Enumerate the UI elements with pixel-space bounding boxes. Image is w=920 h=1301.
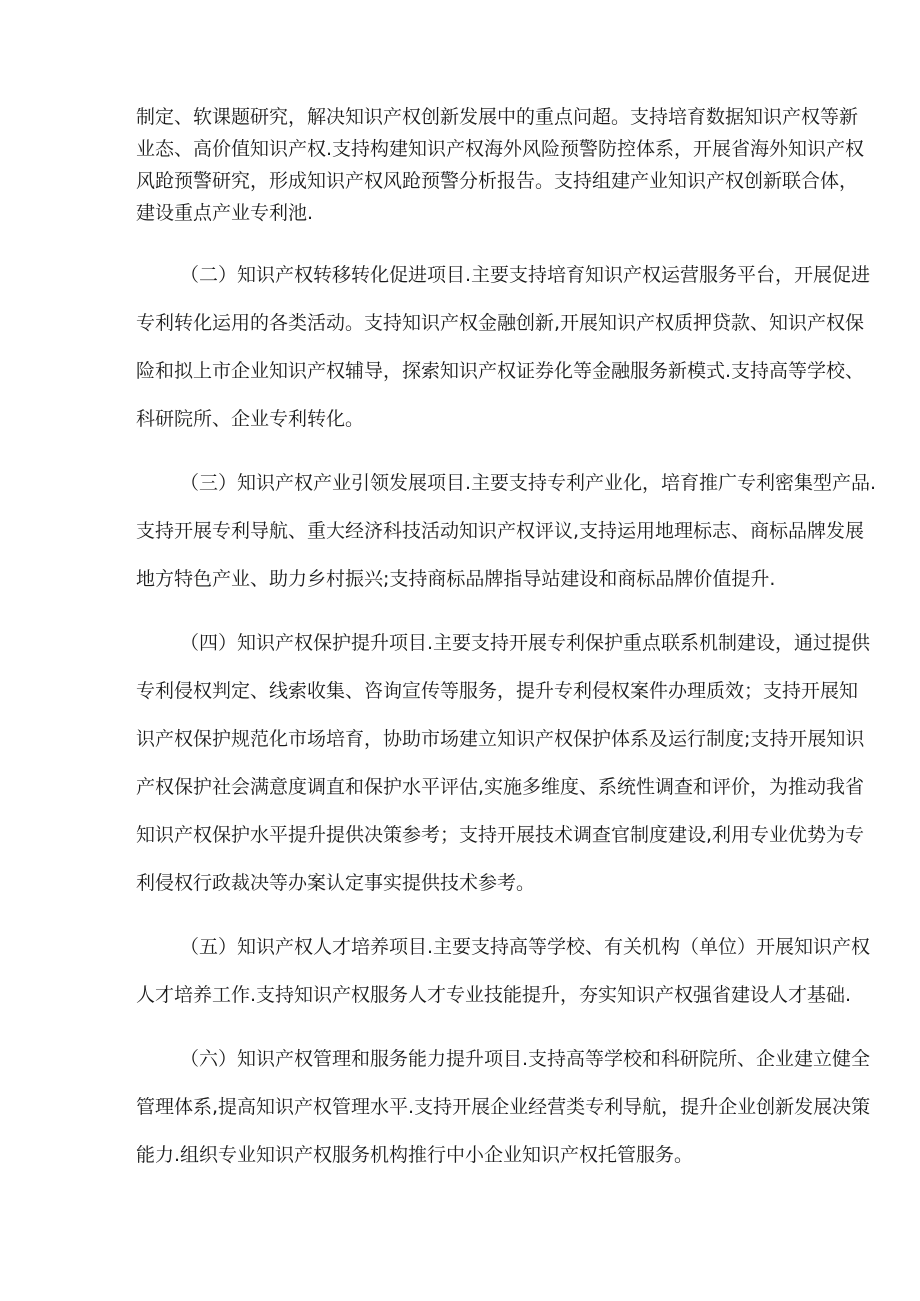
text-line: 专利转化运用的各类活动。支持知识产权金融创新,开展知识产权质押贷款、知识产权保 (136, 312, 865, 334)
text-line: 业态、高价值知识产权.支持构建知识产权海外风险预警防控体系，开展省海外知识产权 (136, 138, 865, 160)
text-line: 知识产权保护水平提升提供决策参考；支持开展技术调查官制度建设,利用专业优势为专 (136, 824, 865, 846)
text-line: 利侵权行政裁决等办案认定事实提供技术参考。 (136, 872, 536, 894)
section-heading-2: （二）知识产权转移转化促进项目.主要支持培育知识产权运营服务平台，开展促进 (180, 264, 871, 286)
text-line: 建设重点产业专利池. (136, 202, 314, 224)
text-line: 管理体系,提高知识产权管理水平.支持开展企业经营类专利导航，提升企业创新发展决策 (136, 1096, 871, 1118)
text-line: 险和拟上市企业知识产权辅导，探索知识产权证券化等金融服务新模式.支持高等学校、 (136, 360, 865, 382)
section-heading-5: （五）知识产权人才培养项目.主要支持高等学校、有关机构（单位）开展知识产权 (180, 936, 871, 958)
text-line: 人才培养工作.支持知识产权服务人才专业技能提升，夯实知识产权强省建设人才基础. (136, 984, 852, 1006)
text-line: 制定、软课题研究，解决知识产权创新发展中的重点问超。支持培育数据知识产权等新 (136, 106, 859, 128)
section-heading-3: （三）知识产权产业引领发展项目.主要支持专利产业化，培育推广专利密集型产品. (180, 472, 877, 494)
text-line: 科研院所、企业专利转化。 (136, 408, 365, 430)
text-line: 识产权保护规范化市场培育，协助市场建立知识产权保护体系及运行制度;支持开展知识 (136, 728, 865, 750)
text-line: 地方特色产业、助力乡村振兴;支持商标品牌指导站建设和商标品牌价值提升. (136, 568, 776, 590)
text-line: 产权保护社会满意度调直和保护水平评估,实施多维度、系统性调查和评价，为推动我省 (136, 776, 865, 798)
text-line: 支持开展专利导航、重大经济科技活动知识产权评议,支持运用地理标志、商标品牌发展 (136, 520, 865, 542)
text-line: 能力.组织专业知识产权服务机构推行中小企业知识产权托管服务。 (136, 1144, 694, 1166)
section-heading-6: （六）知识产权管理和服务能力提升项目.支持高等学校和科研院所、企业建立健全 (180, 1048, 871, 1070)
text-line: 风跄预警研究，形成知识产权风跄预警分析报告。支持组建产业知识产权创新联合体， (136, 170, 859, 192)
text-line: 专利侵权判定、线索收集、咨询宣传等服务，提升专利侵权案件办理质效；支持开展知 (136, 680, 859, 702)
section-heading-4: （四）知识产权保护提升项目.主要支持开展专利保护重点联系机制建设，通过提供 (180, 632, 871, 654)
